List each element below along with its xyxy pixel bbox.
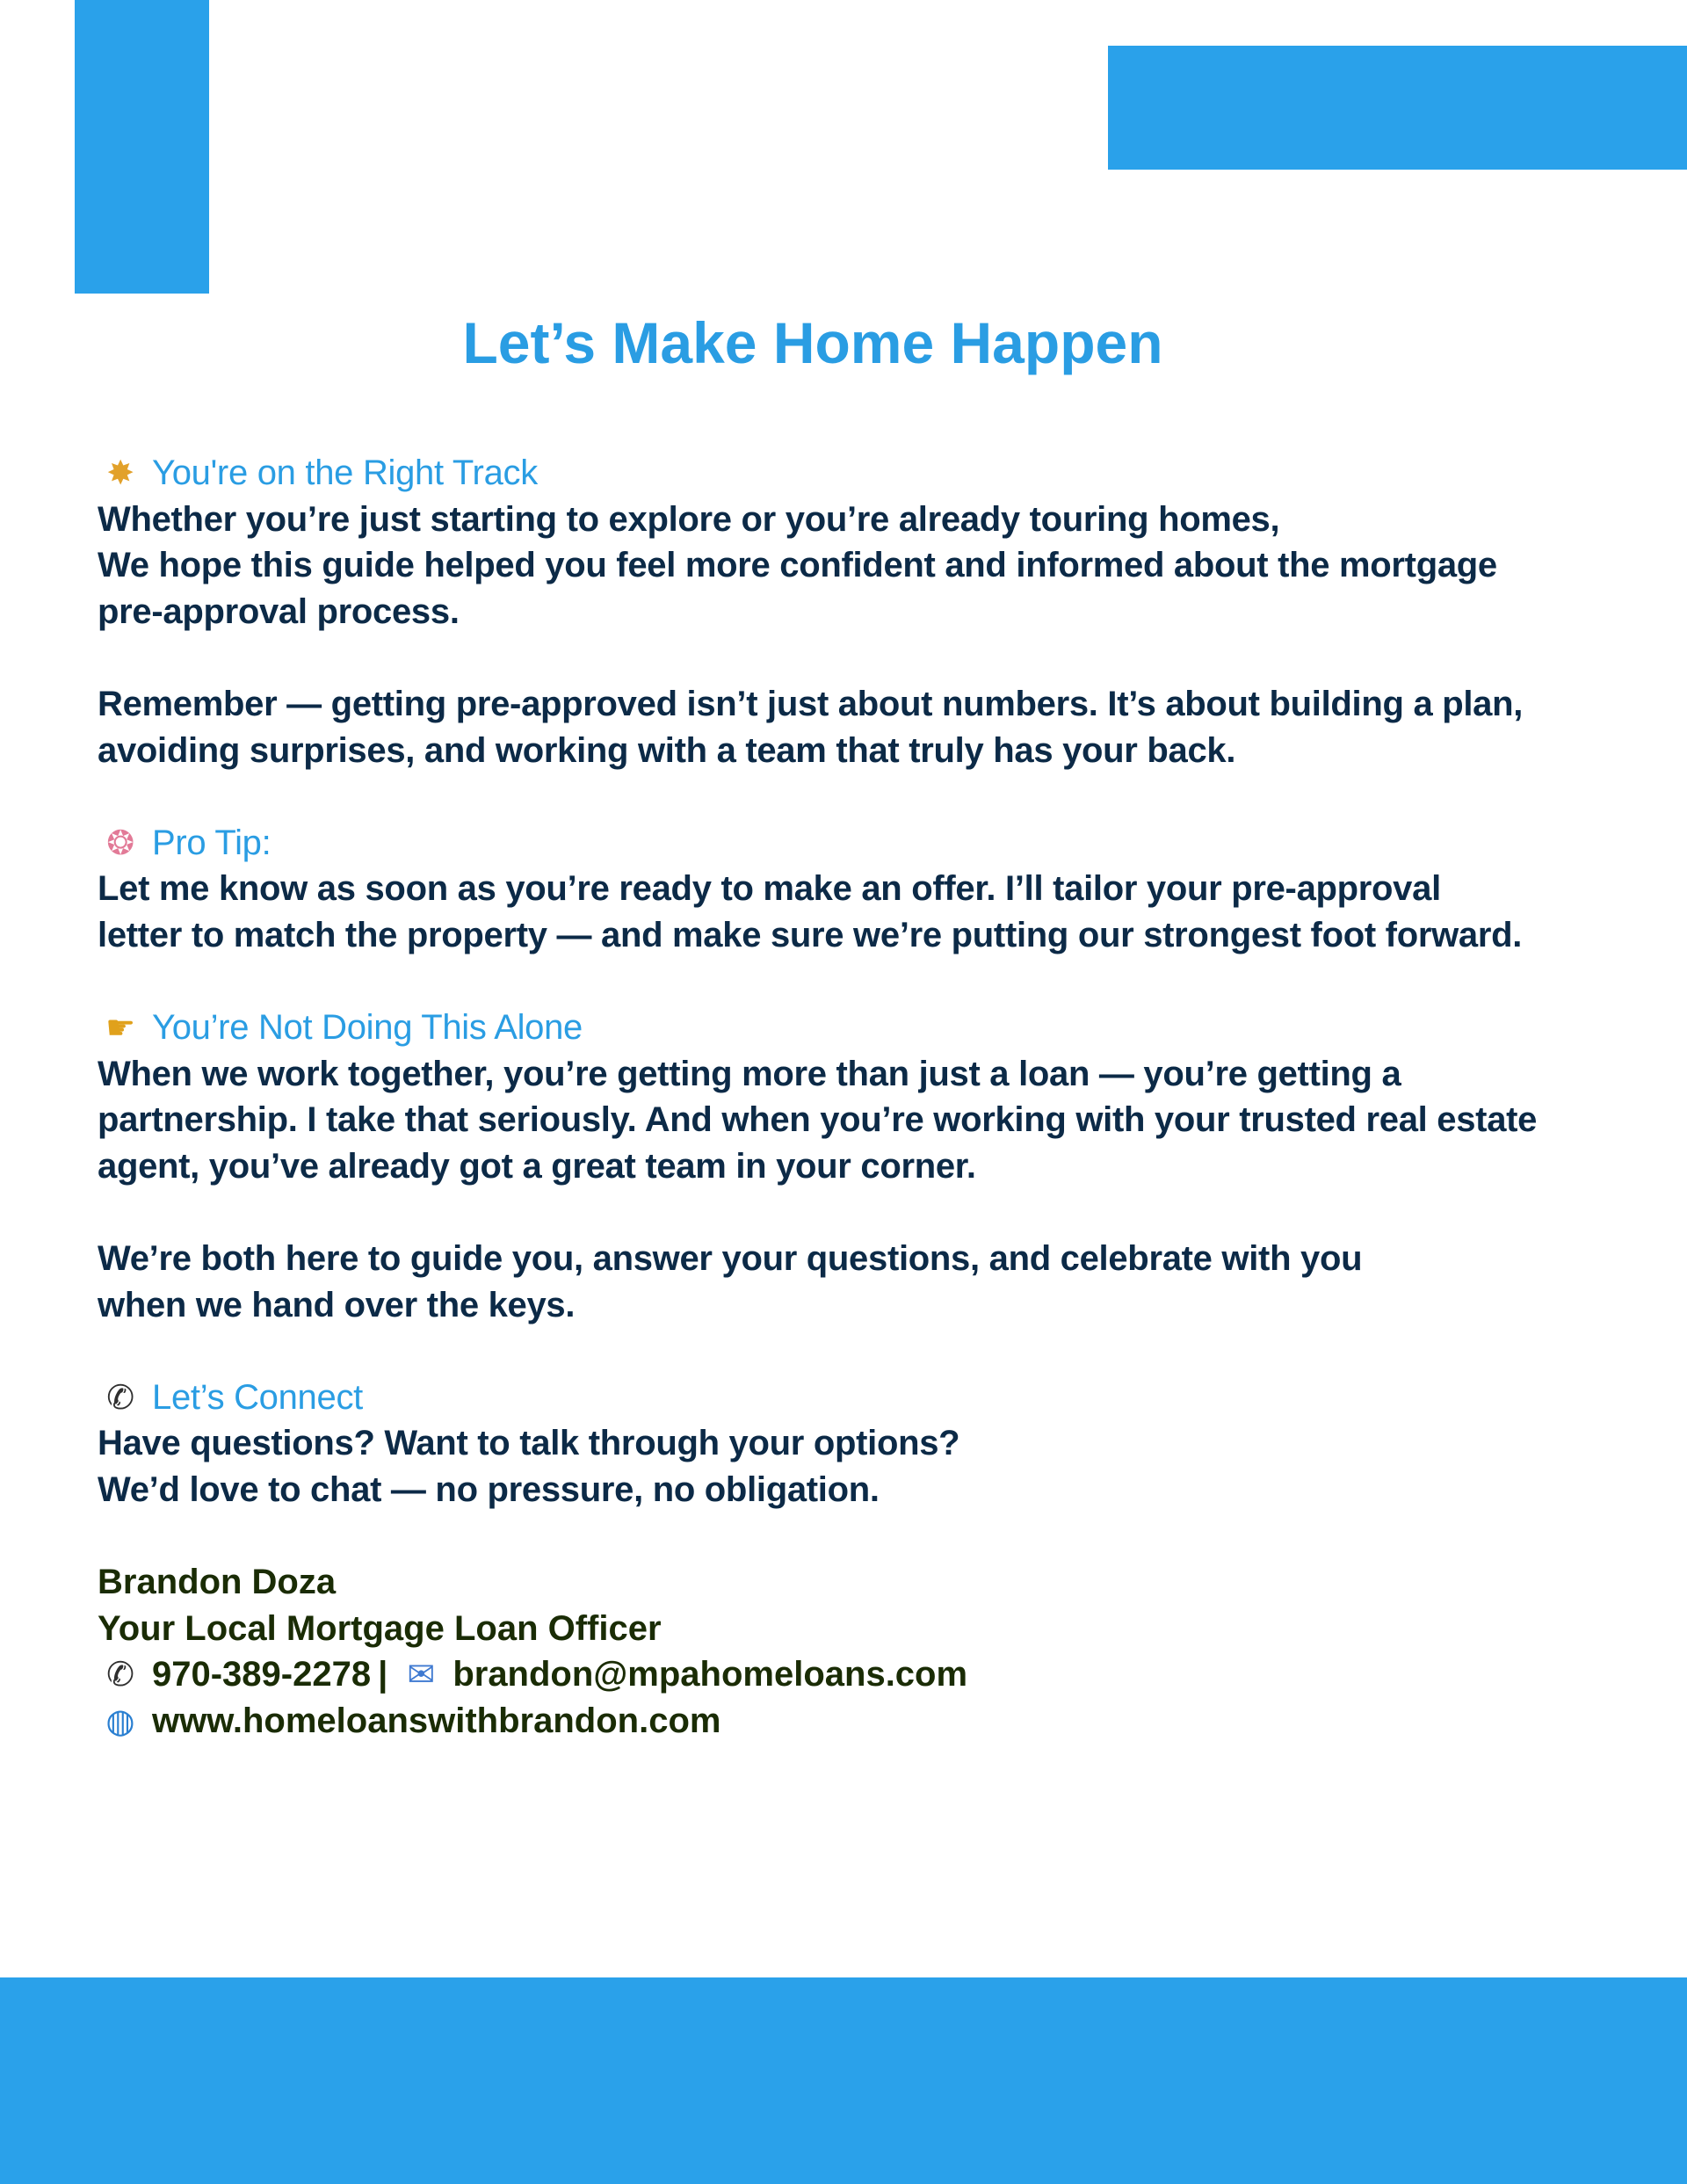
page-title: Let’s Make Home Happen	[462, 310, 1163, 375]
heading-not-alone-text: You’re Not Doing This Alone	[152, 1008, 583, 1048]
separator: |	[378, 1655, 388, 1694]
heading-right-track-text: You're on the Right Track	[152, 453, 538, 492]
party-popper-icon: ✸	[106, 453, 134, 492]
body-line: agent, you’ve already got a great team in your corner.	[98, 1146, 976, 1186]
paragraph-spacer	[98, 1513, 1644, 1560]
signature-name: Brandon Doza	[98, 1563, 337, 1602]
body-line: Remember — getting pre-approved isn’t just about numbers. It’s about building a plan,	[98, 684, 1524, 723]
heading-pro-tip-text: Pro Tip:	[152, 823, 272, 862]
paragraph-spacer	[98, 1190, 1644, 1237]
signature-role: Your Local Mortgage Loan Officer	[98, 1608, 662, 1648]
paragraph-spacer	[98, 635, 1644, 681]
heading-connect-text: Let’s Connect	[152, 1377, 363, 1417]
handshake-icon: ☛	[105, 1008, 135, 1048]
paragraph-spacer	[98, 1328, 1644, 1375]
phone-number-link[interactable]: 970-389-2278	[152, 1655, 372, 1694]
body-line: We’d love to chat — no pressure, no obligation.	[98, 1470, 880, 1510]
envelope-icon: ✉	[407, 1655, 436, 1694]
main-content	[98, 450, 1644, 1745]
body-line: We hope this guide helped you feel more confident and informed about the mortgage	[98, 546, 1497, 585]
heading-connect	[98, 1375, 1644, 1421]
heading-right-track	[98, 450, 1644, 497]
heading-pro-tip	[98, 820, 1644, 867]
heading-not-alone	[98, 1005, 1644, 1051]
body-line: When we work together, you’re getting more than just a loan — you’re getting a	[98, 1054, 1401, 1093]
body-line: Have questions? Want to talk through your options?	[98, 1424, 960, 1463]
paragraph-spacer	[98, 773, 1644, 820]
body-line: pre-approval process.	[98, 591, 460, 631]
signature-contact-row	[98, 1651, 1644, 1698]
decorative-blue-footer-band	[0, 1977, 1687, 2184]
body-line: avoiding surprises, and working with a team that truly has your back.	[98, 730, 1236, 770]
body-line: Whether you’re just starting to explore or you’re already touring homes,	[98, 499, 1280, 539]
brain-icon: ❂	[106, 823, 134, 862]
signature-website-row	[98, 1698, 1644, 1745]
email-link[interactable]: brandon@mpahomeloans.com	[453, 1655, 968, 1694]
body-line: partnership. I take that seriously. And when you’re working with your trusted real estate	[98, 1100, 1538, 1140]
phone-icon: ✆	[106, 1377, 134, 1417]
body-line: when we hand over the keys.	[98, 1285, 576, 1324]
body-line: letter to match the property — and make sure we’re putting our strongest foot forward.	[98, 915, 1523, 954]
paragraph-spacer	[98, 959, 1644, 1005]
body-line: We’re both here to guide you, answer your questions, and celebrate with you	[98, 1239, 1363, 1279]
globe-icon: ◍	[105, 1701, 135, 1741]
website-link[interactable]: www.homeloanswithbrandon.com	[152, 1701, 721, 1741]
decorative-blue-bar-top-right	[1108, 46, 1687, 170]
body-line: Let me know as soon as you’re ready to make an offer. I’ll tailor your pre-approval	[98, 869, 1441, 909]
decorative-blue-bar-left	[75, 0, 209, 294]
phone-icon: ✆	[106, 1655, 134, 1694]
